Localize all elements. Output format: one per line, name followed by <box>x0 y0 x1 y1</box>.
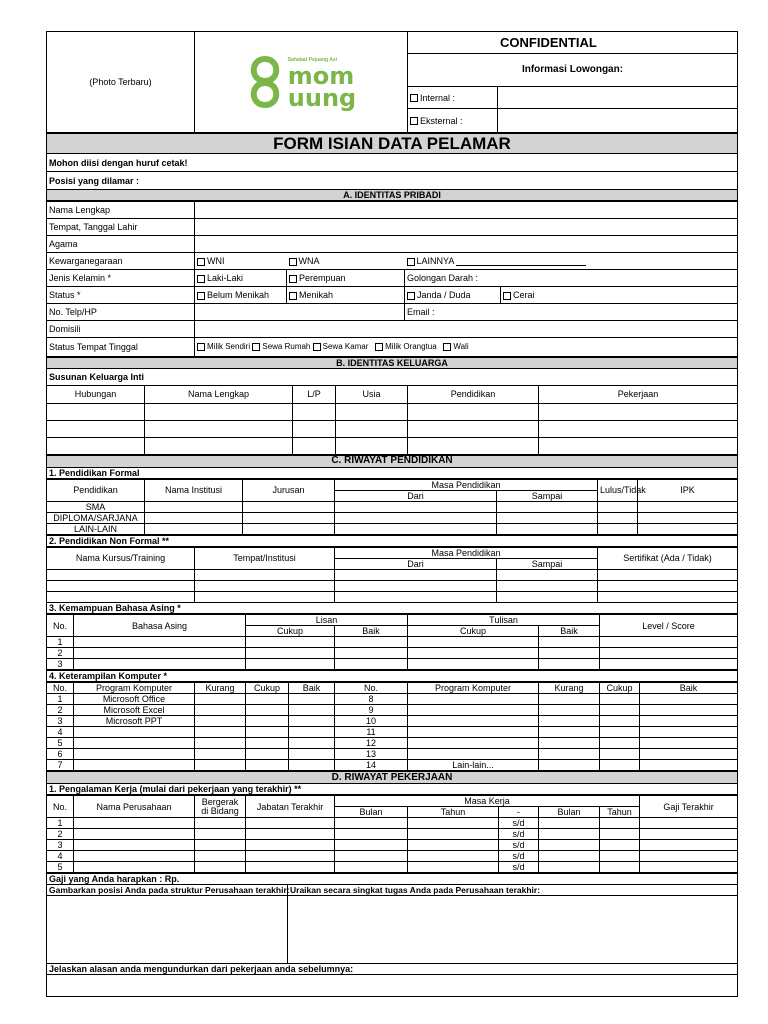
telp-label: No. Telp/HP <box>47 304 195 321</box>
gambarkan-area[interactable] <box>47 896 288 964</box>
formal-sub: 1. Pendidikan Formal <box>47 467 738 478</box>
goldar-field[interactable]: Golongan Darah : <box>405 270 738 287</box>
photo-box[interactable]: (Photo Terbaru) <box>47 32 195 133</box>
col-masa: Masa Pendidikan <box>335 479 598 490</box>
belum-option[interactable]: Belum Menikah <box>195 287 287 304</box>
section-b-header <box>46 357 738 385</box>
section-c-title: C. RIWAYAT PENDIDIKAN <box>47 455 738 467</box>
section-c-header <box>46 455 738 479</box>
table-row[interactable]: 2 s/d <box>47 829 738 840</box>
header-table <box>46 31 738 133</box>
table-row[interactable]: 4 s/d <box>47 851 738 862</box>
menikah-option[interactable]: Menikah <box>287 287 405 304</box>
table-row[interactable]: 2 <box>47 648 738 659</box>
alasan-area[interactable] <box>47 975 738 997</box>
bahasa-table: No. Bahasa Asing Lisan Tulisan Level / Score Cukup Baik Cukup Baik 1 2 3 <box>46 614 738 670</box>
note-text: Mohon diisi dengan huruf cetak! <box>47 154 738 172</box>
application-form <box>46 31 738 997</box>
warga-label: Kewarganegaraan <box>47 253 195 270</box>
table-row[interactable]: 1 <box>47 637 738 648</box>
table-row[interactable]: 3 s/d <box>47 840 738 851</box>
ttl-input[interactable] <box>195 219 738 236</box>
table-row[interactable]: SMA <box>47 501 738 512</box>
table-row[interactable]: 4 11 <box>47 727 738 738</box>
col-tulisan: Tulisan <box>408 615 600 626</box>
cerai-option[interactable]: Cerai <box>501 287 738 304</box>
col-tempat: Tempat/Institusi <box>195 547 335 569</box>
internal-option[interactable]: Internal : <box>408 87 498 109</box>
section-a-title: A. IDENTITAS PRIBADI <box>47 190 738 201</box>
table-row[interactable] <box>47 420 738 437</box>
jk-label: Jenis Kelamin * <box>47 270 195 287</box>
wna-option[interactable]: WNA <box>287 253 405 270</box>
uraikan-area[interactable] <box>288 896 738 964</box>
col-lulus: Lulus/Tidak <box>598 479 638 501</box>
col-hubungan: Hubungan <box>47 385 145 403</box>
table-row[interactable]: 3 Microsoft PPT 10 <box>47 716 738 727</box>
email-field[interactable]: Email : <box>405 304 738 321</box>
laki-checkbox[interactable] <box>197 275 205 283</box>
formal-table <box>46 479 738 535</box>
gambarkan-label: Gambarkan posisi Anda pada struktur Perusahaan terakhir: <box>47 885 288 896</box>
section-d-header <box>46 771 738 795</box>
col-sertifikat: Sertifikat (Ada / Tidak) <box>598 547 738 569</box>
keluarga-sub: Susunan Keluarga Inti <box>47 369 738 385</box>
table-row[interactable] <box>47 591 738 602</box>
nama-label: Nama Lengkap <box>47 202 195 219</box>
col-jurusan: Jurusan <box>243 479 335 501</box>
table-row[interactable]: 1 Microsoft Office 8 <box>47 694 738 705</box>
col-masa: Masa Pendidikan <box>335 547 598 558</box>
col-pendidikan: Pendidikan <box>47 479 145 501</box>
col-sampai: Sampai <box>497 490 598 501</box>
table-row[interactable]: 7 14 Lain-lain... <box>47 760 738 771</box>
col-no: No. <box>47 615 74 637</box>
table-row[interactable]: 2 Microsoft Excel 9 <box>47 705 738 716</box>
table-row[interactable] <box>47 580 738 591</box>
perempuan-checkbox[interactable] <box>289 275 297 283</box>
cerai-checkbox[interactable] <box>503 292 511 300</box>
col-usia: Usia <box>336 385 408 403</box>
internal-value[interactable] <box>498 87 738 109</box>
posisi-field[interactable]: Posisi yang dilamar : <box>47 172 738 190</box>
nonformal-sub: 2. Pendidikan Non Formal ** <box>47 535 738 546</box>
col-dari: Dari <box>335 490 497 501</box>
col-bahasa: Bahasa Asing <box>74 615 246 637</box>
table-row[interactable] <box>47 437 738 454</box>
gaji-field[interactable]: Gaji yang Anda harapkan : Rp. <box>47 874 738 885</box>
eksternal-checkbox[interactable] <box>410 117 418 125</box>
alasan-label: Jelaskan alasan anda mengundurkan dari pekerjaan anda sebelumnya: <box>47 964 738 975</box>
telp-input[interactable] <box>195 304 405 321</box>
pengalaman-table: No. Nama Perusahaan Bergerak di Bidang Jabatan Terakhir Masa Kerja Gaji Terakhir Bulan Tahun - Bulan Tahun 1 s/d 2 s/d 3 s/d 4 s/d 5 s/d <box>46 795 738 873</box>
col-dari: Dari <box>335 558 497 569</box>
table-row[interactable]: DIPLOMA/SARJANA <box>47 512 738 523</box>
col-pekerjaan: Pekerjaan <box>539 385 738 403</box>
logo-line2: uung <box>287 84 357 112</box>
table-row[interactable]: 5 s/d <box>47 862 738 873</box>
lainnya-checkbox[interactable] <box>407 258 415 266</box>
milik-ortu-checkbox[interactable] <box>375 343 383 351</box>
gaji-table <box>46 873 738 997</box>
col-lp: L/P <box>293 385 336 403</box>
pengalaman-sub: 1. Pengalaman Kerja (mulai dari pekerjaan yang terakhir) ** <box>47 784 738 795</box>
komputer-header <box>46 670 738 682</box>
wni-checkbox[interactable] <box>197 258 205 266</box>
table-row[interactable]: 3 <box>47 659 738 670</box>
komputer-sub: 4. Keterampilan Komputer * <box>47 671 738 682</box>
domisili-input[interactable] <box>195 321 738 338</box>
laki-option[interactable]: Laki-Laki <box>195 270 287 287</box>
identitas-pribadi-table <box>46 201 738 357</box>
table-row[interactable]: LAIN-LAIN <box>47 523 738 534</box>
col-level: Level / Score <box>600 615 738 637</box>
belum-checkbox[interactable] <box>197 292 205 300</box>
lainnya-option[interactable]: LAINNYA <box>405 253 738 270</box>
sewa-rumah-checkbox[interactable] <box>252 343 260 351</box>
section-b-title: B. IDENTITAS KELUARGA <box>47 358 738 369</box>
milik-sendiri-checkbox[interactable] <box>197 343 205 351</box>
janda-option[interactable]: Janda / Duda <box>405 287 501 304</box>
tinggal-options: Milik Sendiri Sewa Rumah Sewa Kamar Milik Orangtua Wali <box>195 338 738 357</box>
logo-icon <box>246 55 284 109</box>
section-d-title: D. RIWAYAT PEKERJAAN <box>47 772 738 784</box>
sewa-kamar-checkbox[interactable] <box>313 343 321 351</box>
info-lowongan-label: Informasi Lowongan: <box>408 54 738 87</box>
table-row[interactable]: 1 s/d <box>47 818 738 829</box>
eksternal-value[interactable] <box>498 109 738 133</box>
status-label: Status * <box>47 287 195 304</box>
wna-checkbox[interactable] <box>289 258 297 266</box>
domisili-label: Domisili <box>47 321 195 338</box>
agama-input[interactable] <box>195 236 738 253</box>
col-pendidikan: Pendidikan <box>408 385 539 403</box>
form-title: FORM ISIAN DATA PELAMAR <box>47 134 738 154</box>
table-row[interactable] <box>47 569 738 580</box>
col-ipk: IPK <box>638 479 738 501</box>
confidential-label: CONFIDENTIAL <box>408 32 738 54</box>
logo-wordmark <box>287 55 357 112</box>
keluarga-table <box>46 385 738 455</box>
table-row[interactable]: 5 12 <box>47 738 738 749</box>
nonformal-header <box>46 535 738 547</box>
menikah-checkbox[interactable] <box>289 292 297 300</box>
col-institusi: Nama Institusi <box>145 479 243 501</box>
komputer-table: No. Program Komputer Kurang Cukup Baik No. Program Komputer Kurang Cukup Baik 1 Microsoft Office 8 2 Microsoft Excel 9 3 Microsoft PPT 10 4 11 5 12 6 13 7 14 Lain-lain... <box>46 682 738 771</box>
nonformal-table <box>46 547 738 603</box>
lainnya-line[interactable] <box>456 256 586 266</box>
logo-box <box>195 32 408 133</box>
col-nama: Nama Lengkap <box>145 385 293 403</box>
uraikan-label: Uraikan secara singkat tugas Anda pada Perusahaan terakhir: <box>288 885 738 896</box>
col-kursus: Nama Kursus/Training <box>47 547 195 569</box>
agama-label: Agama <box>47 236 195 253</box>
wni-option[interactable]: WNI <box>195 253 287 270</box>
wali-checkbox[interactable] <box>443 343 451 351</box>
logo-tagline: Sahabat Pejuang Asi <box>287 57 338 63</box>
col-sampai: Sampai <box>497 558 598 569</box>
table-row[interactable] <box>47 403 738 420</box>
nama-input[interactable] <box>195 202 738 219</box>
col-lisan: Lisan <box>246 615 408 626</box>
logo-line1: mom <box>287 62 355 90</box>
bahasa-sub: 3. Kemampuan Bahasa Asing * <box>47 603 738 614</box>
title-table <box>46 133 738 201</box>
eksternal-option[interactable]: Eksternal : <box>408 109 498 133</box>
bahasa-header <box>46 603 738 615</box>
tinggal-label: Status Tempat Tinggal <box>47 338 195 357</box>
janda-checkbox[interactable] <box>407 292 415 300</box>
table-row[interactable]: 6 13 <box>47 749 738 760</box>
ttl-label: Tempat, Tanggal Lahir <box>47 219 195 236</box>
internal-checkbox[interactable] <box>410 94 418 102</box>
perempuan-option[interactable]: Perempuan <box>287 270 405 287</box>
